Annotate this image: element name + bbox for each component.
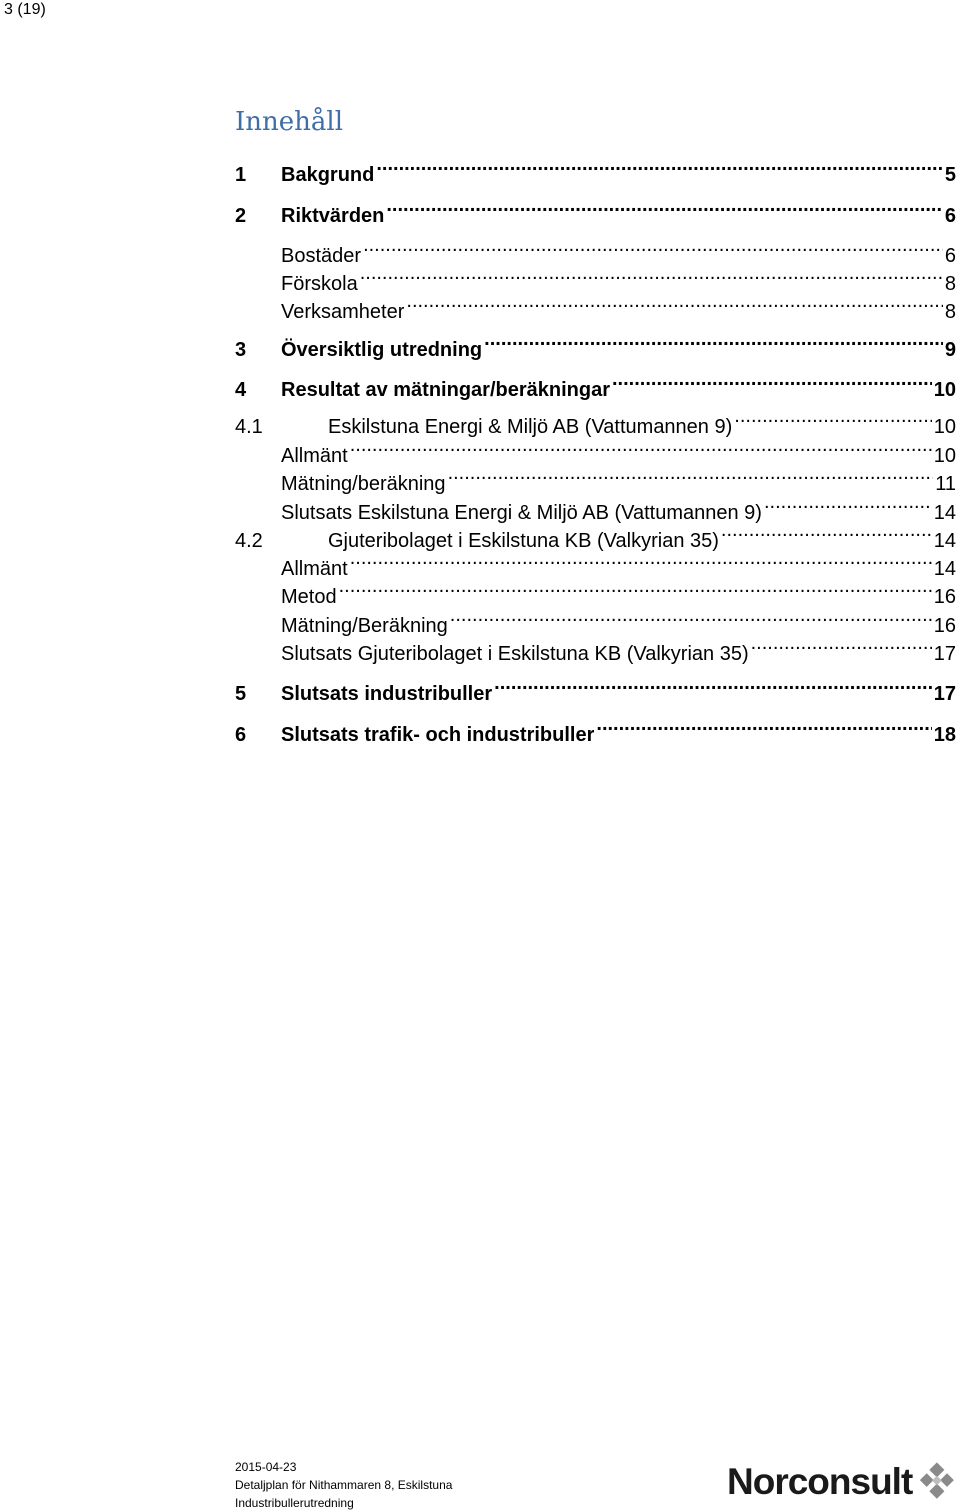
toc-entry-text: Översiktlig utredning bbox=[281, 339, 483, 361]
toc-dot-leader bbox=[484, 330, 943, 356]
toc-entry-page: 10 bbox=[933, 379, 956, 401]
toc-entry-page: 18 bbox=[933, 724, 956, 746]
toc-entry-bakgrund[interactable] bbox=[235, 155, 956, 186]
toc-entry-text: Slutsats industribuller bbox=[281, 683, 493, 705]
logo-wordmark: Norconsult bbox=[727, 1461, 913, 1502]
toc-entry-number: 1 bbox=[235, 164, 247, 186]
toc-entry-matning-berakning[interactable] bbox=[235, 464, 956, 495]
toc-entry-page: 5 bbox=[944, 164, 956, 186]
toc-entry-text: Mätning/beräkning bbox=[281, 473, 446, 495]
toc-entry-text: Allmänt bbox=[281, 558, 348, 580]
toc-entry-text: Allmänt bbox=[281, 445, 348, 467]
toc-entry-allmant[interactable] bbox=[235, 436, 956, 467]
toc-entry-page: 8 bbox=[944, 273, 956, 295]
toc-dot-leader bbox=[764, 493, 932, 519]
toc-entry-resultat[interactable] bbox=[235, 370, 956, 401]
toc-entry-4-1[interactable] bbox=[235, 407, 956, 438]
toc-dot-leader bbox=[612, 370, 932, 396]
toc-dot-leader bbox=[494, 674, 932, 700]
toc-entry-page: 16 bbox=[933, 615, 956, 637]
toc-dot-leader bbox=[596, 715, 931, 741]
toc-entry-text: Riktvärden bbox=[281, 205, 385, 227]
toc-entry-page: 10 bbox=[933, 445, 956, 467]
toc-entry-forskola[interactable] bbox=[235, 264, 956, 295]
toc-entry-number: 4.2 bbox=[235, 530, 263, 552]
toc-dot-leader bbox=[339, 577, 932, 603]
toc-entry-metod[interactable] bbox=[235, 577, 956, 608]
toc-entry-slutsats-gjuteribolaget[interactable] bbox=[235, 634, 956, 665]
toc-entry-text: Verksamheter bbox=[281, 301, 405, 323]
toc-dot-leader bbox=[360, 264, 943, 290]
toc-dot-leader bbox=[376, 155, 943, 181]
toc-entry-text: Gjuteribolaget i Eskilstuna KB (Valkyrian 35) bbox=[328, 530, 719, 552]
toc-entry-page: 14 bbox=[933, 502, 956, 524]
toc-entry-page: 17 bbox=[933, 683, 956, 705]
toc-entry-slutsats-trafik[interactable] bbox=[235, 715, 956, 746]
footer-plan-title: Detaljplan för Nithammaren 8, Eskilstuna bbox=[235, 1478, 453, 1492]
toc-entry-page: 17 bbox=[933, 643, 956, 665]
footer-date: 2015-04-23 bbox=[235, 1460, 297, 1474]
norconsult-logo bbox=[727, 1458, 957, 1506]
toc-entry-page: 10 bbox=[933, 416, 956, 438]
toc-dot-leader bbox=[363, 236, 943, 262]
toc-entry-oversiktlig-utredning[interactable] bbox=[235, 330, 956, 361]
toc-entry-allmant-2[interactable] bbox=[235, 549, 956, 580]
toc-entry-page: 11 bbox=[935, 473, 956, 495]
toc-entry-text: Slutsats Gjuteribolaget i Eskilstuna KB (Valkyrian 35) bbox=[281, 643, 749, 665]
toc-entry-page: 8 bbox=[944, 301, 956, 323]
toc-entry-slutsats-eskilstuna-energi[interactable] bbox=[235, 493, 956, 524]
toc-entry-number: 2 bbox=[235, 205, 247, 227]
toc-entry-page: 14 bbox=[933, 558, 956, 580]
toc-entry-text: Eskilstuna Energi & Miljö AB (Vattumannen 9) bbox=[328, 416, 733, 438]
toc-dot-leader bbox=[721, 521, 932, 547]
toc-dot-leader bbox=[448, 464, 934, 490]
toc-dot-leader bbox=[734, 407, 931, 433]
norconsult-diamond-icon bbox=[918, 1462, 957, 1502]
toc-entry-page: 16 bbox=[933, 586, 956, 608]
toc-entry-4-2[interactable] bbox=[235, 521, 956, 552]
toc-entry-text: Slutsats trafik- och industribuller bbox=[281, 724, 595, 746]
toc-entry-matning-berakning-2[interactable] bbox=[235, 606, 956, 637]
toc-entry-text: Mätning/Beräkning bbox=[281, 615, 448, 637]
toc-entry-text: Bostäder bbox=[281, 245, 362, 267]
toc-entry-number: 5 bbox=[235, 683, 247, 705]
toc-entry-number: 3 bbox=[235, 339, 247, 361]
toc-dot-leader bbox=[350, 436, 932, 462]
toc-dot-leader bbox=[386, 196, 943, 222]
footer-report-title: Industribullerutredning bbox=[235, 1496, 354, 1510]
toc-entry-page: 14 bbox=[933, 530, 956, 552]
toc-dot-leader bbox=[450, 606, 932, 632]
toc-entry-number: 4 bbox=[235, 379, 247, 401]
toc-dot-leader bbox=[350, 549, 932, 575]
toc-entry-slutsats-industribuller[interactable] bbox=[235, 674, 956, 705]
toc-title: Innehåll bbox=[235, 107, 344, 137]
toc-entry-text: Förskola bbox=[281, 273, 358, 295]
toc-entry-text: Resultat av mätningar/beräkningar bbox=[281, 379, 610, 401]
toc-entry-text: Slutsats Eskilstuna Energi & Miljö AB (Vattumannen 9) bbox=[281, 502, 762, 524]
table-of-contents bbox=[235, 0, 956, 800]
toc-dot-leader bbox=[406, 292, 942, 318]
toc-entry-riktvarden[interactable] bbox=[235, 196, 956, 227]
page-footer bbox=[235, 1458, 452, 1512]
toc-entry-text: Metod bbox=[281, 586, 337, 608]
toc-entry-page: 9 bbox=[944, 339, 956, 361]
toc-entry-text: Bakgrund bbox=[281, 164, 375, 186]
toc-dot-leader bbox=[751, 634, 932, 660]
toc-entry-number: 4.1 bbox=[235, 416, 263, 438]
toc-entry-page: 6 bbox=[944, 245, 956, 267]
toc-entry-verksamheter[interactable] bbox=[235, 292, 956, 323]
page-number: 3 (19) bbox=[4, 1, 46, 18]
toc-entry-number: 6 bbox=[235, 724, 247, 746]
toc-entry-bostader[interactable] bbox=[235, 236, 956, 267]
toc-entry-page: 6 bbox=[944, 205, 956, 227]
